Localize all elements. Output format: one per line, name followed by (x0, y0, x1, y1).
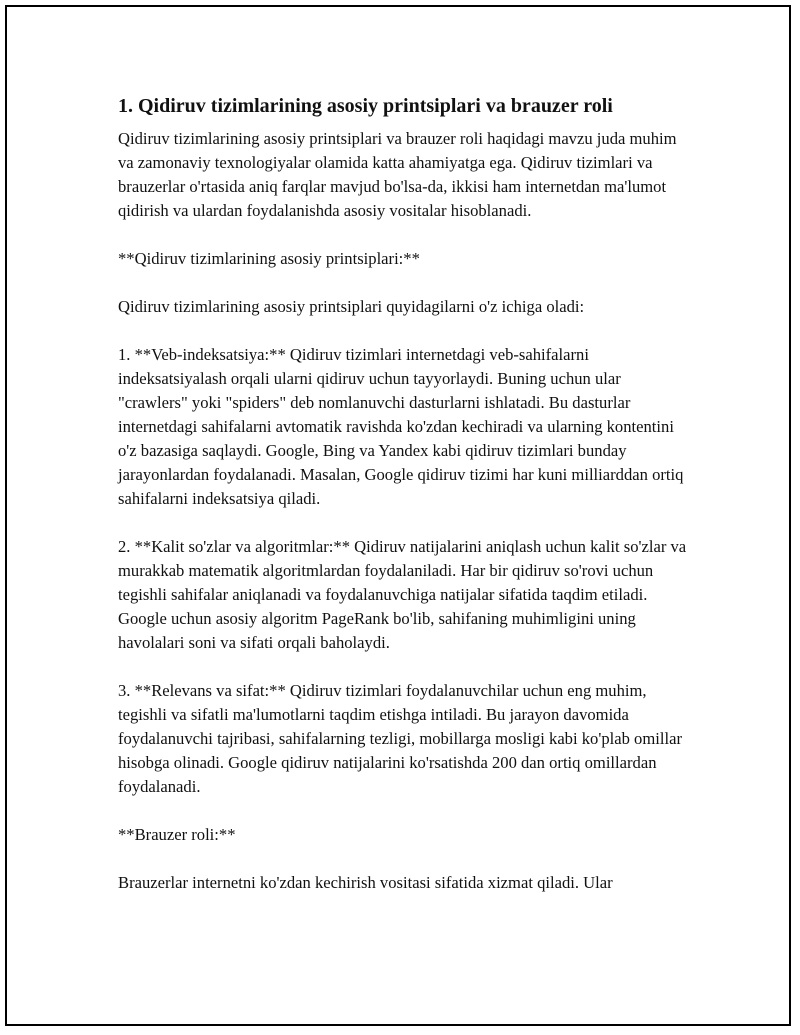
document-body (118, 93, 688, 895)
keywords-algorithms-paragraph: 2. **Kalit so'zlar va algoritmlar:** Qidiruv natijalarini aniqlash uchun kalit so'zlar va murakkab matematik algoritmlardan foydalaniladi. Har bir qidiruv so'rovi uchun tegishli sahifalar aniqlanadi va foydalanuvchiga natijalar sifatida taqdim etiladi. Google uchun asosiy algoritm PageRank bo'lib, sahifaning muhimligini uning havolalari soni va sifati orqali baholaydi. (118, 537, 687, 652)
section-heading: 1. Qidiruv tizimlarining asosiy printsiplari va brauzer roli (118, 95, 613, 117)
browser-role-subheading: **Brauzer roli:** (118, 825, 236, 844)
relevance-quality-paragraph: 3. **Relevans va sifat:** Qidiruv tizimlari foydalanuvchilar uchun eng muhim, tegishli va sifatli ma'lumotlarni taqdim etishga intiladi. Bu jarayon davomida foydalanuvchi tajribasi, sahifalarning tezligi, mobillarga mosligi kabi ko'plab omillar hisobga olinadi. Google qidiruv natijalarini ko'rsatishda 200 dan ortiq omillardan foydalanadi. (118, 681, 682, 796)
intro-paragraph: Qidiruv tizimlarining asosiy printsiplari va brauzer roli haqidagi mavzu juda muhim va zamonaviy texnologiyalar olamida katta ahamiyatga ega. Qidiruv tizimlari va brauzerlar o'rtasida aniq farqlar mavjud bo'lsa-da, ikkisi ham internetdan ma'lumot qidirish va ulardan foydalanishda asosiy vositalar hisoblanadi. (118, 129, 677, 220)
web-indexing-paragraph: 1. **Veb-indeksatsiya:** Qidiruv tizimlari internetdagi veb-sahifalarni indeksatsiyalash orqali ularni qidiruv uchun tayyorlaydi. Buning uchun ular "crawlers" yoki "spiders" deb nomlanuvchi dasturlarni ishlatadi. Bu dasturlar internetdagi sahifalarni avtomatik ravishda ko'zdan kechiradi va ularning kontentini o'z bazasiga saqlaydi. Google, Bing va Yandex kabi qidiruv tizimlari bunday jarayonlardan foydalanadi. Masalan, Google qidiruv tizimi har kuni milliarddan ortiq sahifalarni indeksatsiya qiladi. (118, 345, 684, 508)
browser-role-paragraph: Brauzerlar internetni ko'zdan kechirish vositasi sifatida xizmat qiladi. Ular (118, 873, 613, 892)
principles-intro-paragraph: Qidiruv tizimlarining asosiy printsiplari quyidagilarni o'z ichiga oladi: (118, 297, 585, 316)
principles-subheading: **Qidiruv tizimlarining asosiy printsiplari:** (118, 249, 420, 268)
